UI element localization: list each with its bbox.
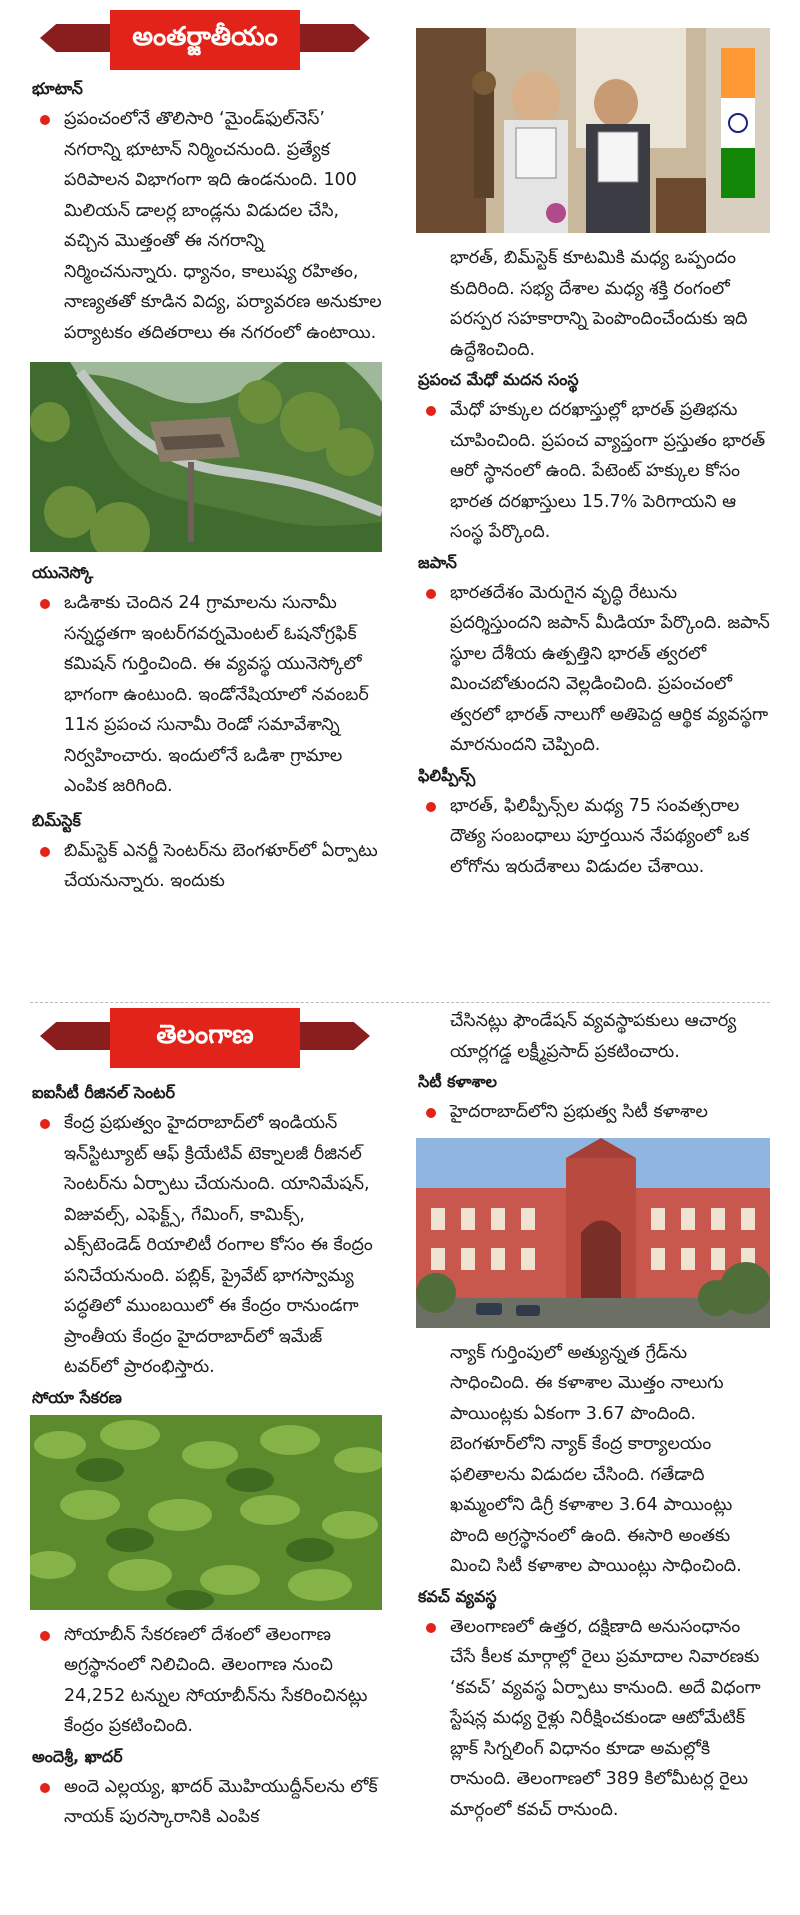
article-japan xyxy=(416,578,770,761)
article-body: తెలంగాణలో ఉత్తర, దక్షిణాది అనుసంధానం చేసే కీలక మార్గాల్లో రైలు ప్రమాదాల నివారణకు ‘కవచ్’ వ్యవస్థ ఏర్పాటు కానుంది. అదే విధంగా స్టేషన్ల మధ్య రైళ్లు నిరీక్షించకుండా ఆటోమేటిక్ బ్లాక్ సిగ్నలింగ్ విధానం కూడా అమల్లోకి రానుంది. తెలంగాణలో 389 కిలోమీటర్ల రైలు మార్గంలో కవచ్ రానుంది. xyxy=(450,1616,761,1820)
article-ande-continued: చేసినట్లు ఫౌండేషన్ వ్యవస్థాపకులు ఆచార్య యార్లగడ్డ లక్ష్మీప్రసాద్ ప్రకటించారు. xyxy=(450,1011,737,1062)
red-bullet-icon xyxy=(40,115,50,125)
article-body: అందె ఎల్లయ్య, ఖాదర్ మొహియుద్దీన్‌లను లోక్ నాయక్ పురస్కారానికి ఎంపిక xyxy=(64,1776,378,1827)
heading-wipo: ప్రపంచ మేధో మదన సంస్థ xyxy=(418,370,579,389)
red-bullet-icon xyxy=(426,406,436,416)
red-bullet-icon xyxy=(40,1119,50,1129)
bimstec-signing-photo xyxy=(416,28,770,233)
mindfulness-city-photo xyxy=(30,362,382,552)
heading-iict: ఐఐసీటీ రీజినల్ సెంటర్ xyxy=(32,1083,175,1102)
heading-bhutan: భూటాన్ xyxy=(32,79,83,98)
red-bullet-icon xyxy=(40,847,50,857)
article-kavach xyxy=(416,1612,770,1826)
article-city-college-continued: న్యాక్ గుర్తింపులో అత్యున్నత గ్రేడ్‌ను సాధించింది. ఈ కళాశాల మొత్తం నాలుగు పాయింట్లకు ఏకంగా 3.67 పొందింది. బెంగళూర్‌లోని న్యాక్ కేంద్ర కార్యాలయం ఫలితాలను విడుదల చేసింది. గతేడాది ఖమ్మంలోని డిగ్రీ కళాశాల 3.64 పాయింట్లు పొంది అగ్రస్థానంలో ఉంది. ఈసారి అంతకు మించి సిటీ కళాశాల పాయింట్లు సాధించింది. xyxy=(450,1342,742,1576)
soybean-field-photo xyxy=(30,1415,382,1610)
article-bhutan xyxy=(30,104,382,348)
red-bullet-icon xyxy=(40,1631,50,1641)
red-bullet-icon xyxy=(426,802,436,812)
article-unesco xyxy=(30,588,382,802)
heading-japan: జపాన్ xyxy=(418,552,457,572)
international-right-column xyxy=(416,28,770,882)
city-college-photo xyxy=(416,1138,770,1328)
heading-philippines: ఫిలిప్పీన్స్ xyxy=(418,765,476,785)
article-philippines xyxy=(416,791,770,883)
heading-city-college: సిటీ కళాశాల xyxy=(418,1072,497,1091)
article-body: కేంద్ర ప్రభుత్వం హైదరాబాద్‌లో ఇండియన్ ఇన్‌స్టిట్యూట్ ఆఫ్ క్రియేటివ్ టెక్నాలజీ రీజినల్ సెంటర్‌ను ఏర్పాటు చేయనుంది. యానిమేషన్, విజువల్స్, ఎఫెక్ట్స్, గేమింగ్, కామిక్స్, ఎక్స్‌టెండెడ్ రియాలిటీ రంగాల కోసం ఈ కేంద్రం పనిచేయనుంది. పబ్లిక్, ప్రైవేట్ భాగస్వామ్య పద్ధతిలో ముంబయిలో ఈ కేంద్రం రానుండగా ప్రాంతీయ కేంద్రం హైదరాబాద్‌లో ఇమేజ్ టవర్‌లో ప్రారంభిస్తారు. xyxy=(64,1113,373,1377)
heading-ande: అందెశ్రీ, ఖాదర్ xyxy=(32,1746,123,1766)
article-bimstec xyxy=(30,836,382,897)
heading-bimstec: బిమ్‌స్టెక్ xyxy=(32,810,81,830)
article-ande xyxy=(30,1772,382,1833)
section-title: తెలంగాణ xyxy=(110,1008,300,1068)
article-body: ప్రపంచంలోనే తొలిసారి ‘మైండ్‌ఫుల్‌నెస్’ నగరాన్ని భూటాన్ నిర్మించనుంది. ప్రత్యేక పరిపాలన విభాగంగా ఇది ఉండనుంది. 100 మిలియన్ డాలర్ల బాండ్లను విడుదల చేసి, వచ్చిన మొత్తంతో ఈ నగరాన్ని నిర్మించనున్నారు. ధ్యానం, కాలుష్య రహితం, నాణ్యతతో కూడిన విద్య, పర్యావరణ అనుకూల పర్యాటకం తదితరాలు ఈ నగరంలో ఉంటాయి. xyxy=(64,109,382,343)
article-body: ఒడిశాకు చెందిన 24 గ్రామాలను సునామీ సన్నద్ధతగా ఇంటర్‌గవర్నమెంటల్ ఓషనోగ్రఫిక్ కమిషన్ గుర్తించింది. ఈ వ్యవస్థ యునెస్కోలో భాగంగా ఉంటుంది. ఇండోనేషియాలో నవంబర్ 11న ప్రపంచ సునామీ రెండో సమావేశాన్ని నిర్వహించారు. ఇందులోనే ఒడిశా గ్రామాల ఎంపిక జరిగింది. xyxy=(64,593,369,796)
section-divider xyxy=(30,1002,770,1003)
red-bullet-icon xyxy=(40,1783,50,1793)
heading-soya: సోయా సేకరణ xyxy=(32,1387,122,1407)
red-bullet-icon xyxy=(426,1623,436,1633)
telangana-right-column xyxy=(416,1006,770,1825)
telangana-left-column xyxy=(30,1078,382,1833)
article-body: హైదరాబాద్‌లోని ప్రభుత్వ సిటీ కళాశాల xyxy=(450,1102,708,1122)
article-iict xyxy=(30,1108,382,1383)
article-body: భారత్, ఫిలిప్పీన్స్‌ల మధ్య 75 సంవత్సరాల దౌత్య సంబంధాలు పూర్తయిన నేపథ్యంలో ఒక లోగోను ఇరుదేశాలు విడుదల చేశాయి. xyxy=(450,795,750,877)
article-body: భారతదేశం మెరుగైన వృద్ధి రేటును ప్రదర్శిస్తుందని జపాన్ మీడియా పేర్కొంది. జపాన్ స్థూల దేశీయ ఉత్పత్తిని భారత్ త్వరలో మించబోతుందని వెల్లడించింది. ప్రపంచంలో త్వరలో భారత్ నాలుగో అతిపెద్ద ఆర్థిక వ్యవస్థగా మారనుందని చెప్పింది. xyxy=(450,582,770,755)
article-city-college xyxy=(416,1097,770,1128)
heading-kavach: కవచ్ వ్యవస్థ xyxy=(418,1586,497,1606)
international-left-column xyxy=(30,74,382,897)
section-title: అంతర్జాతీయం xyxy=(110,10,300,70)
article-body: మేధో హక్కుల దరఖాస్తుల్లో భారత్ ప్రతిభను చూపించింది. ప్రపంచ వ్యాప్తంగా ప్రస్తుతం భారత్ ఆరో స్థానంలో ఉంది. పేటెంట్ హక్కుల కోసం భారత దరఖాస్తులు 15.7% పెరిగాయని ఆ సంస్థ పేర్కొంది. xyxy=(450,400,766,542)
article-wipo xyxy=(416,395,770,548)
article-body: బిమ్‌స్టెక్ ఎనర్జీ సెంటర్‌ను బెంగళూర్‌లో ఏర్పాటు చేయనున్నారు. ఇందుకు xyxy=(64,840,378,891)
telangana-banner xyxy=(40,1008,370,1068)
red-bullet-icon xyxy=(426,1108,436,1118)
red-bullet-icon xyxy=(426,589,436,599)
heading-unesco: యునెస్కో xyxy=(32,563,94,582)
international-banner xyxy=(40,10,370,70)
article-body: సోయాబీన్ సేకరణలో దేశంలో తెలంగాణ అగ్రస్థానంలో నిలిచింది. తెలంగాణ నుంచి 24,252 టన్నుల సోయాబీన్‌ను సేకరించినట్లు కేంద్రం ప్రకటించింది. xyxy=(64,1624,368,1736)
red-bullet-icon xyxy=(40,599,50,609)
article-soya xyxy=(30,1620,382,1742)
article-bimstec-continued: భారత్, బిమ్‌స్టెక్ కూటమికి మధ్య ఒప్పందం కుదిరింది. సభ్య దేశాల మధ్య శక్తి రంగంలో పరస్పర సహకారాన్ని పెంపొందించేందుకు ఇది ఉద్దేశించింది. xyxy=(450,248,748,360)
